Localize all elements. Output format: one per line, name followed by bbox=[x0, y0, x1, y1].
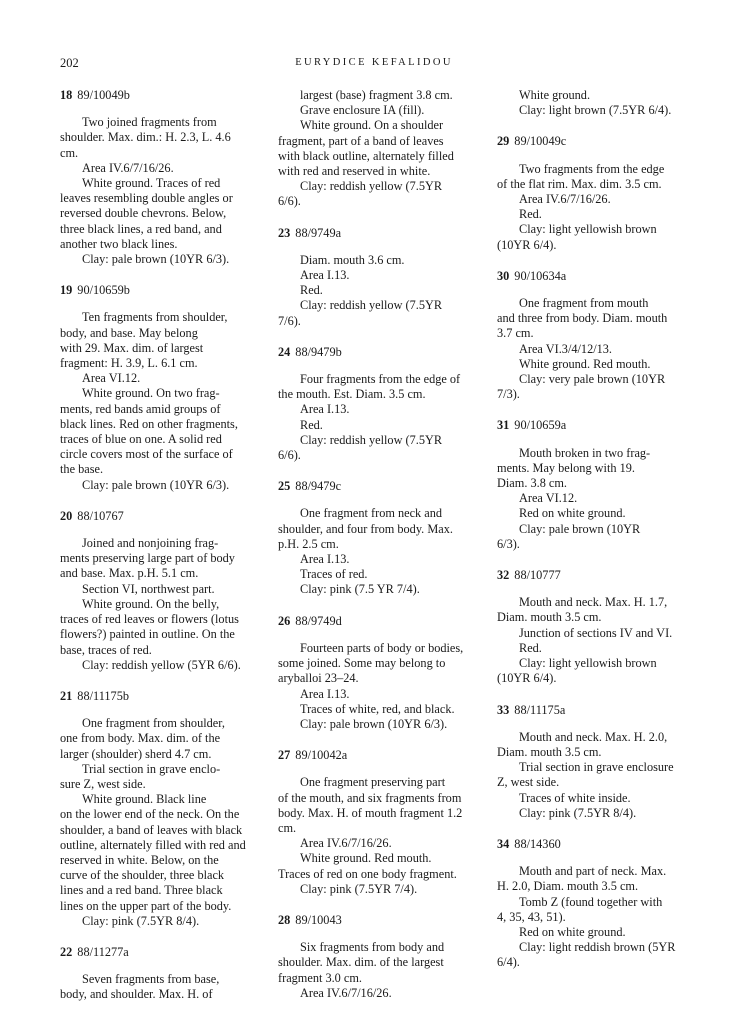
catalogue-entry bbox=[278, 748, 476, 897]
entry-number: 27 bbox=[278, 748, 291, 763]
entry-paragraph bbox=[497, 222, 693, 252]
entry-heading bbox=[497, 134, 693, 149]
text-line: reserved in white. Below, on the bbox=[60, 852, 219, 867]
entry-heading bbox=[278, 913, 476, 928]
entry-heading bbox=[278, 226, 476, 241]
entry-paragraph bbox=[60, 310, 256, 371]
text-line: p.H. 2.5 cm. bbox=[278, 536, 339, 551]
text-line: 6/3). bbox=[497, 536, 520, 551]
catalogue-entry bbox=[60, 945, 256, 1003]
inventory-number: 89/10042a bbox=[295, 748, 348, 763]
text-line: Mouth and part of neck. Max. bbox=[519, 864, 667, 879]
entry-paragraph bbox=[497, 357, 693, 372]
entry-paragraph bbox=[497, 806, 693, 821]
entry-number: 22 bbox=[60, 944, 73, 959]
entry-paragraph bbox=[497, 730, 693, 760]
entry-paragraph bbox=[60, 115, 256, 161]
text-line: fragment 3.0 cm. bbox=[278, 970, 363, 985]
text-line: Fourteen parts of body or bodies, bbox=[300, 640, 464, 655]
catalogue-entry bbox=[278, 226, 476, 329]
text-line: Clay: pink (7.5YR 7/4). bbox=[300, 881, 418, 896]
inventory-number: 90/10634a bbox=[514, 268, 567, 283]
text-line: White ground. Traces of red bbox=[82, 176, 221, 191]
entry-paragraph bbox=[278, 775, 476, 836]
entry-paragraph bbox=[497, 296, 693, 342]
text-line: Diam. mouth 3.5 cm. bbox=[497, 610, 602, 625]
text-line: circle covers most of the surface of bbox=[60, 447, 233, 462]
text-line: traces of blue on one. A solid red bbox=[60, 432, 222, 447]
text-line: Area I.13. bbox=[300, 402, 350, 417]
text-line: Clay: pink (7.5YR 8/4). bbox=[82, 913, 200, 928]
entry-paragraph bbox=[60, 716, 256, 762]
entry-paragraph bbox=[278, 687, 476, 702]
inventory-number: 88/9479c bbox=[295, 479, 342, 494]
entry-heading bbox=[497, 418, 693, 433]
text-line: shoulder. Max. dim. of the largest bbox=[278, 955, 444, 970]
text-line: Clay: pink (7.5YR 8/4). bbox=[519, 805, 637, 820]
entry-paragraph bbox=[278, 402, 476, 417]
catalogue-entry bbox=[278, 345, 476, 463]
text-line: One fragment preserving part bbox=[300, 775, 446, 790]
text-line: White ground. Red mouth. bbox=[519, 356, 651, 371]
entry-paragraph bbox=[278, 268, 476, 283]
text-line: Traces of white inside. bbox=[519, 790, 631, 805]
entry-paragraph bbox=[497, 925, 693, 940]
entry-paragraph bbox=[497, 162, 693, 192]
entry-paragraph bbox=[497, 760, 693, 790]
entry-heading bbox=[278, 748, 476, 763]
entry-heading bbox=[278, 345, 476, 360]
catalogue-entry bbox=[497, 88, 693, 118]
text-line: and three from body. Diam. mouth bbox=[497, 311, 668, 326]
entry-paragraph bbox=[60, 386, 256, 477]
entry-paragraph bbox=[278, 88, 476, 103]
text-line: Two joined fragments from bbox=[82, 115, 217, 130]
entry-paragraph bbox=[278, 582, 476, 597]
entry-paragraph bbox=[497, 522, 693, 552]
text-line: One fragment from shoulder, bbox=[82, 716, 225, 731]
inventory-number: 89/10049b bbox=[77, 88, 130, 102]
entry-heading bbox=[278, 614, 476, 629]
entry-paragraph bbox=[497, 372, 693, 402]
entry-number: 31 bbox=[497, 418, 510, 433]
entry-number: 26 bbox=[278, 613, 291, 628]
text-line: ments preserving large part of body bbox=[60, 551, 235, 566]
text-line: Clay: light yellowish brown bbox=[519, 656, 657, 671]
entry-paragraph bbox=[60, 762, 256, 792]
text-line: fragment: H. 3.9, L. 6.1 cm. bbox=[60, 356, 198, 371]
entry-paragraph bbox=[60, 371, 256, 386]
text-line: lines and a red band. Three black bbox=[60, 883, 223, 898]
text-line: Red. bbox=[519, 207, 542, 222]
text-line: shoulder. Max. dim.: H. 2.3, L. 4.6 bbox=[60, 130, 231, 145]
entry-number: 18 bbox=[60, 88, 73, 102]
text-line: Clay: pale brown (10YR 6/3). bbox=[82, 477, 230, 492]
inventory-number: 88/9749a bbox=[295, 225, 342, 240]
page-number: 202 bbox=[60, 56, 79, 70]
text-line: Mouth and neck. Max. H. 2.0, bbox=[519, 729, 668, 744]
text-line: Joined and nonjoining frag- bbox=[82, 536, 219, 551]
entry-heading bbox=[497, 837, 693, 852]
entry-paragraph bbox=[497, 506, 693, 521]
text-line: on the lower end of the neck. On the bbox=[60, 807, 240, 822]
catalogue-entry bbox=[278, 913, 476, 1001]
entry-paragraph bbox=[497, 491, 693, 506]
entry-paragraph bbox=[497, 641, 693, 656]
text-line: body, and shoulder. Max. H. of bbox=[60, 987, 213, 1002]
entry-paragraph bbox=[60, 792, 256, 914]
catalogue-column-3 bbox=[497, 88, 693, 987]
text-line: outline, alternately filled with red and bbox=[60, 837, 246, 852]
text-line: Red. bbox=[519, 640, 542, 655]
text-line: one from body. Max. dim. of the bbox=[60, 731, 221, 746]
entry-paragraph bbox=[60, 252, 256, 267]
entry-paragraph bbox=[60, 582, 256, 597]
entry-paragraph bbox=[278, 986, 476, 1001]
entry-paragraph bbox=[497, 88, 693, 103]
inventory-number: 88/9479b bbox=[295, 344, 342, 359]
entry-paragraph bbox=[60, 478, 256, 493]
entry-paragraph bbox=[497, 207, 693, 222]
text-line: Tomb Z (found together with bbox=[519, 894, 663, 909]
text-line: Clay: reddish yellow (5YR 6/6). bbox=[82, 657, 241, 672]
entry-heading bbox=[497, 568, 693, 583]
entry-paragraph bbox=[278, 940, 476, 986]
entry-paragraph bbox=[278, 717, 476, 732]
entry-paragraph bbox=[60, 536, 256, 582]
text-line: Clay: pale brown (10YR bbox=[519, 521, 641, 536]
text-line: Area VI.12. bbox=[82, 371, 141, 386]
text-line: traces of red leaves or flowers (lotus bbox=[60, 612, 239, 627]
entry-paragraph bbox=[497, 626, 693, 641]
inventory-number: 88/9749d bbox=[295, 613, 342, 628]
text-line: 6/6). bbox=[278, 448, 301, 463]
text-line: Clay: reddish yellow (7.5YR bbox=[300, 298, 443, 313]
inventory-number: 89/10043 bbox=[295, 912, 342, 927]
catalogue-entry bbox=[60, 509, 256, 673]
catalogue-entry bbox=[497, 703, 693, 821]
text-line: White ground. On the belly, bbox=[82, 596, 220, 611]
entry-paragraph bbox=[497, 595, 693, 625]
catalogue-entry bbox=[497, 568, 693, 686]
text-line: Grave enclosure IA (fill). bbox=[300, 103, 425, 118]
text-line: (10YR 6/4). bbox=[497, 237, 557, 252]
catalogue-entry bbox=[497, 837, 693, 971]
text-line: 6/6). bbox=[278, 194, 301, 209]
text-line: Junction of sections IV and VI. bbox=[519, 625, 673, 640]
entry-number: 20 bbox=[60, 508, 73, 523]
text-line: another two black lines. bbox=[60, 236, 178, 251]
text-line: flowers?) painted in outline. On the bbox=[60, 627, 235, 642]
text-line: of the mouth, and six fragments from bbox=[278, 790, 462, 805]
entry-paragraph bbox=[60, 972, 256, 1002]
text-line: Clay: reddish yellow (7.5YR bbox=[300, 432, 443, 447]
text-line: Red. bbox=[300, 417, 323, 432]
text-line: cm. bbox=[60, 145, 79, 160]
text-line: Clay: light yellowish brown bbox=[519, 222, 657, 237]
entry-heading bbox=[497, 269, 693, 284]
inventory-number: 88/10777 bbox=[514, 568, 561, 583]
entry-paragraph bbox=[278, 433, 476, 463]
text-line: White ground. On a shoulder bbox=[300, 118, 444, 133]
entry-paragraph bbox=[497, 940, 693, 970]
text-line: Z, west side. bbox=[497, 775, 560, 790]
entry-number: 34 bbox=[497, 836, 510, 851]
text-line: body. Max. H. of mouth fragment 1.2 bbox=[278, 805, 463, 820]
entry-paragraph bbox=[497, 103, 693, 118]
text-line: Ten fragments from shoulder, bbox=[82, 310, 228, 325]
catalogue-column-2 bbox=[278, 88, 476, 1017]
entry-heading bbox=[60, 689, 256, 704]
text-line: Area IV.6/7/16/26. bbox=[519, 192, 611, 207]
entry-paragraph bbox=[278, 882, 476, 897]
inventory-number: 88/10767 bbox=[77, 508, 124, 523]
entry-paragraph bbox=[497, 895, 693, 925]
catalogue-entry bbox=[278, 88, 476, 210]
text-line: black lines. Red on other fragments, bbox=[60, 416, 238, 431]
catalogue-column-1 bbox=[60, 88, 256, 1019]
text-line: with black outline, alternately filled bbox=[278, 148, 454, 163]
entry-paragraph bbox=[278, 641, 476, 687]
text-line: base, traces of red. bbox=[60, 642, 152, 657]
entry-number: 21 bbox=[60, 688, 73, 703]
entry-paragraph bbox=[60, 914, 256, 929]
entry-paragraph bbox=[278, 851, 476, 881]
text-line: H. 2.0, Diam. mouth 3.5 cm. bbox=[497, 879, 639, 894]
entry-paragraph bbox=[278, 298, 476, 328]
catalogue-entry bbox=[278, 479, 476, 597]
inventory-number: 88/11175b bbox=[77, 688, 129, 703]
inventory-number: 90/10659a bbox=[514, 418, 567, 433]
text-line: 6/4). bbox=[497, 955, 520, 970]
entry-paragraph bbox=[497, 192, 693, 207]
text-line: the base. bbox=[60, 462, 104, 477]
entry-heading bbox=[60, 88, 256, 103]
catalogue-entry bbox=[278, 614, 476, 732]
entry-paragraph bbox=[497, 446, 693, 492]
entry-paragraph bbox=[497, 791, 693, 806]
text-line: Traces of white, red, and black. bbox=[300, 701, 455, 716]
text-line: shoulder, and four from body. Max. bbox=[278, 521, 453, 536]
entry-paragraph bbox=[60, 161, 256, 176]
text-line: Diam. mouth 3.6 cm. bbox=[300, 252, 405, 267]
text-line: Clay: pale brown (10YR 6/3). bbox=[82, 252, 230, 267]
entry-paragraph bbox=[60, 597, 256, 658]
text-line: Area IV.6/7/16/26. bbox=[300, 985, 392, 1000]
entry-paragraph bbox=[278, 506, 476, 552]
text-line: Seven fragments from base, bbox=[82, 972, 220, 987]
entry-paragraph bbox=[278, 103, 476, 118]
entry-heading bbox=[60, 945, 256, 960]
entry-paragraph bbox=[278, 567, 476, 582]
text-line: largest (base) fragment 3.8 cm. bbox=[300, 88, 453, 102]
entry-heading bbox=[497, 703, 693, 718]
text-line: the mouth. Est. Diam. 3.5 cm. bbox=[278, 387, 426, 402]
text-line: three black lines, a red band, and bbox=[60, 221, 222, 236]
text-line: Clay: pink (7.5 YR 7/4). bbox=[300, 582, 420, 597]
text-line: sure Z, west side. bbox=[60, 776, 146, 791]
text-line: reversed double chevrons. Below, bbox=[60, 206, 227, 221]
text-line: ments, red bands amid groups of bbox=[60, 401, 221, 416]
text-line: Clay: very pale brown (10YR bbox=[519, 372, 666, 387]
entry-paragraph bbox=[278, 836, 476, 851]
text-line: Mouth and neck. Max. H. 1.7, bbox=[519, 595, 668, 610]
entry-heading bbox=[278, 479, 476, 494]
text-line: Area IV.6/7/16/26. bbox=[82, 160, 174, 175]
text-line: Area I.13. bbox=[300, 686, 350, 701]
text-line: White ground. bbox=[519, 88, 591, 102]
catalogue-entry bbox=[60, 283, 256, 493]
text-line: Area I.13. bbox=[300, 268, 350, 283]
text-line: White ground. Black line bbox=[82, 792, 207, 807]
entry-paragraph bbox=[278, 253, 476, 268]
catalogue-entry bbox=[497, 418, 693, 552]
text-line: 4, 35, 43, 51). bbox=[497, 909, 566, 924]
text-line: 7/3). bbox=[497, 387, 520, 402]
inventory-number: 90/10659b bbox=[77, 283, 130, 298]
text-line: Traces of red on one body fragment. bbox=[278, 866, 457, 881]
text-line: of the flat rim. Max. dim. 3.5 cm. bbox=[497, 176, 662, 191]
text-line: fragment, part of a band of leaves bbox=[278, 133, 444, 148]
text-line: Area VI.12. bbox=[519, 491, 578, 506]
inventory-number: 88/14360 bbox=[514, 836, 561, 851]
text-line: and base. Max. p.H. 5.1 cm. bbox=[60, 566, 199, 581]
text-line: Clay: light reddish brown (5YR bbox=[519, 940, 676, 955]
text-line: Area I.13. bbox=[300, 552, 350, 567]
text-line: Six fragments from body and bbox=[300, 940, 445, 955]
text-line: with 29. Max. dim. of largest bbox=[60, 340, 204, 355]
inventory-number: 89/10049c bbox=[514, 134, 567, 149]
catalogue-entry bbox=[497, 269, 693, 403]
text-line: Trial section in grave enclosure bbox=[519, 760, 674, 775]
text-line: White ground. Red mouth. bbox=[300, 851, 432, 866]
text-line: ments. May belong with 19. bbox=[497, 460, 635, 475]
text-line: Clay: light brown (7.5YR 6/4). bbox=[519, 103, 672, 118]
entry-number: 33 bbox=[497, 702, 510, 717]
entry-heading bbox=[60, 283, 256, 298]
text-line: Red. bbox=[300, 283, 323, 298]
entry-paragraph bbox=[278, 418, 476, 433]
entry-number: 29 bbox=[497, 134, 510, 149]
entry-paragraph bbox=[278, 552, 476, 567]
entry-paragraph bbox=[278, 702, 476, 717]
text-line: One fragment from neck and bbox=[300, 506, 443, 521]
text-line: 3.7 cm. bbox=[497, 326, 534, 341]
entry-paragraph bbox=[60, 176, 256, 252]
entry-paragraph bbox=[497, 656, 693, 686]
entry-paragraph bbox=[278, 179, 476, 209]
entry-paragraph bbox=[497, 864, 693, 894]
text-line: lines on the upper part of the body. bbox=[60, 898, 232, 913]
text-line: curve of the shoulder, three black bbox=[60, 868, 225, 883]
catalogue-entry bbox=[60, 689, 256, 929]
text-line: Area VI.3/4/12/13. bbox=[519, 341, 613, 356]
entry-paragraph bbox=[278, 283, 476, 298]
text-line: Diam. mouth 3.5 cm. bbox=[497, 744, 602, 759]
text-line: Section VI, northwest part. bbox=[82, 581, 215, 596]
text-line: Traces of red. bbox=[300, 567, 368, 582]
text-line: cm. bbox=[278, 820, 297, 835]
running-head: EURYDICE KEFALIDOU bbox=[295, 57, 453, 68]
text-line: Two fragments from the edge bbox=[519, 161, 665, 176]
text-line: some joined. Some may belong to bbox=[278, 656, 446, 671]
text-line: aryballoi 23–24. bbox=[278, 671, 359, 686]
text-line: with red and reserved in white. bbox=[278, 164, 431, 179]
entry-number: 25 bbox=[278, 479, 291, 494]
inventory-number: 88/11175a bbox=[514, 702, 566, 717]
text-line: One fragment from mouth bbox=[519, 296, 649, 311]
entry-number: 23 bbox=[278, 225, 291, 240]
entry-paragraph bbox=[60, 658, 256, 673]
entry-number: 28 bbox=[278, 912, 291, 927]
text-line: Red on white ground. bbox=[519, 924, 626, 939]
entry-number: 19 bbox=[60, 283, 73, 298]
text-line: Red on white ground. bbox=[519, 506, 626, 521]
entry-paragraph bbox=[278, 372, 476, 402]
text-line: Mouth broken in two frag- bbox=[519, 445, 651, 460]
entry-number: 32 bbox=[497, 568, 510, 583]
text-line: shoulder, a band of leaves with black bbox=[60, 822, 243, 837]
text-line: body, and base. May belong bbox=[60, 325, 198, 340]
entry-paragraph bbox=[278, 118, 476, 179]
text-line: Trial section in grave enclo- bbox=[82, 761, 221, 776]
text-line: Area IV.6/7/16/26. bbox=[300, 836, 392, 851]
text-line: Clay: reddish yellow (7.5YR bbox=[300, 179, 443, 194]
entry-number: 30 bbox=[497, 268, 510, 283]
catalogue-entry bbox=[60, 88, 256, 267]
text-line: (10YR 6/4). bbox=[497, 671, 557, 686]
text-line: Diam. 3.8 cm. bbox=[497, 476, 568, 491]
text-line: larger (shoulder) sherd 4.7 cm. bbox=[60, 746, 212, 761]
text-line: White ground. On two frag- bbox=[82, 386, 220, 401]
text-line: leaves resembling double angles or bbox=[60, 191, 233, 206]
entry-paragraph bbox=[497, 342, 693, 357]
text-line: Four fragments from the edge of bbox=[300, 372, 461, 387]
catalogue-entry bbox=[497, 134, 693, 252]
entry-number: 24 bbox=[278, 344, 291, 359]
text-line: 7/6). bbox=[278, 313, 301, 328]
inventory-number: 88/11277a bbox=[77, 944, 129, 959]
text-line: Clay: pale brown (10YR 6/3). bbox=[300, 716, 448, 731]
entry-heading bbox=[60, 509, 256, 524]
